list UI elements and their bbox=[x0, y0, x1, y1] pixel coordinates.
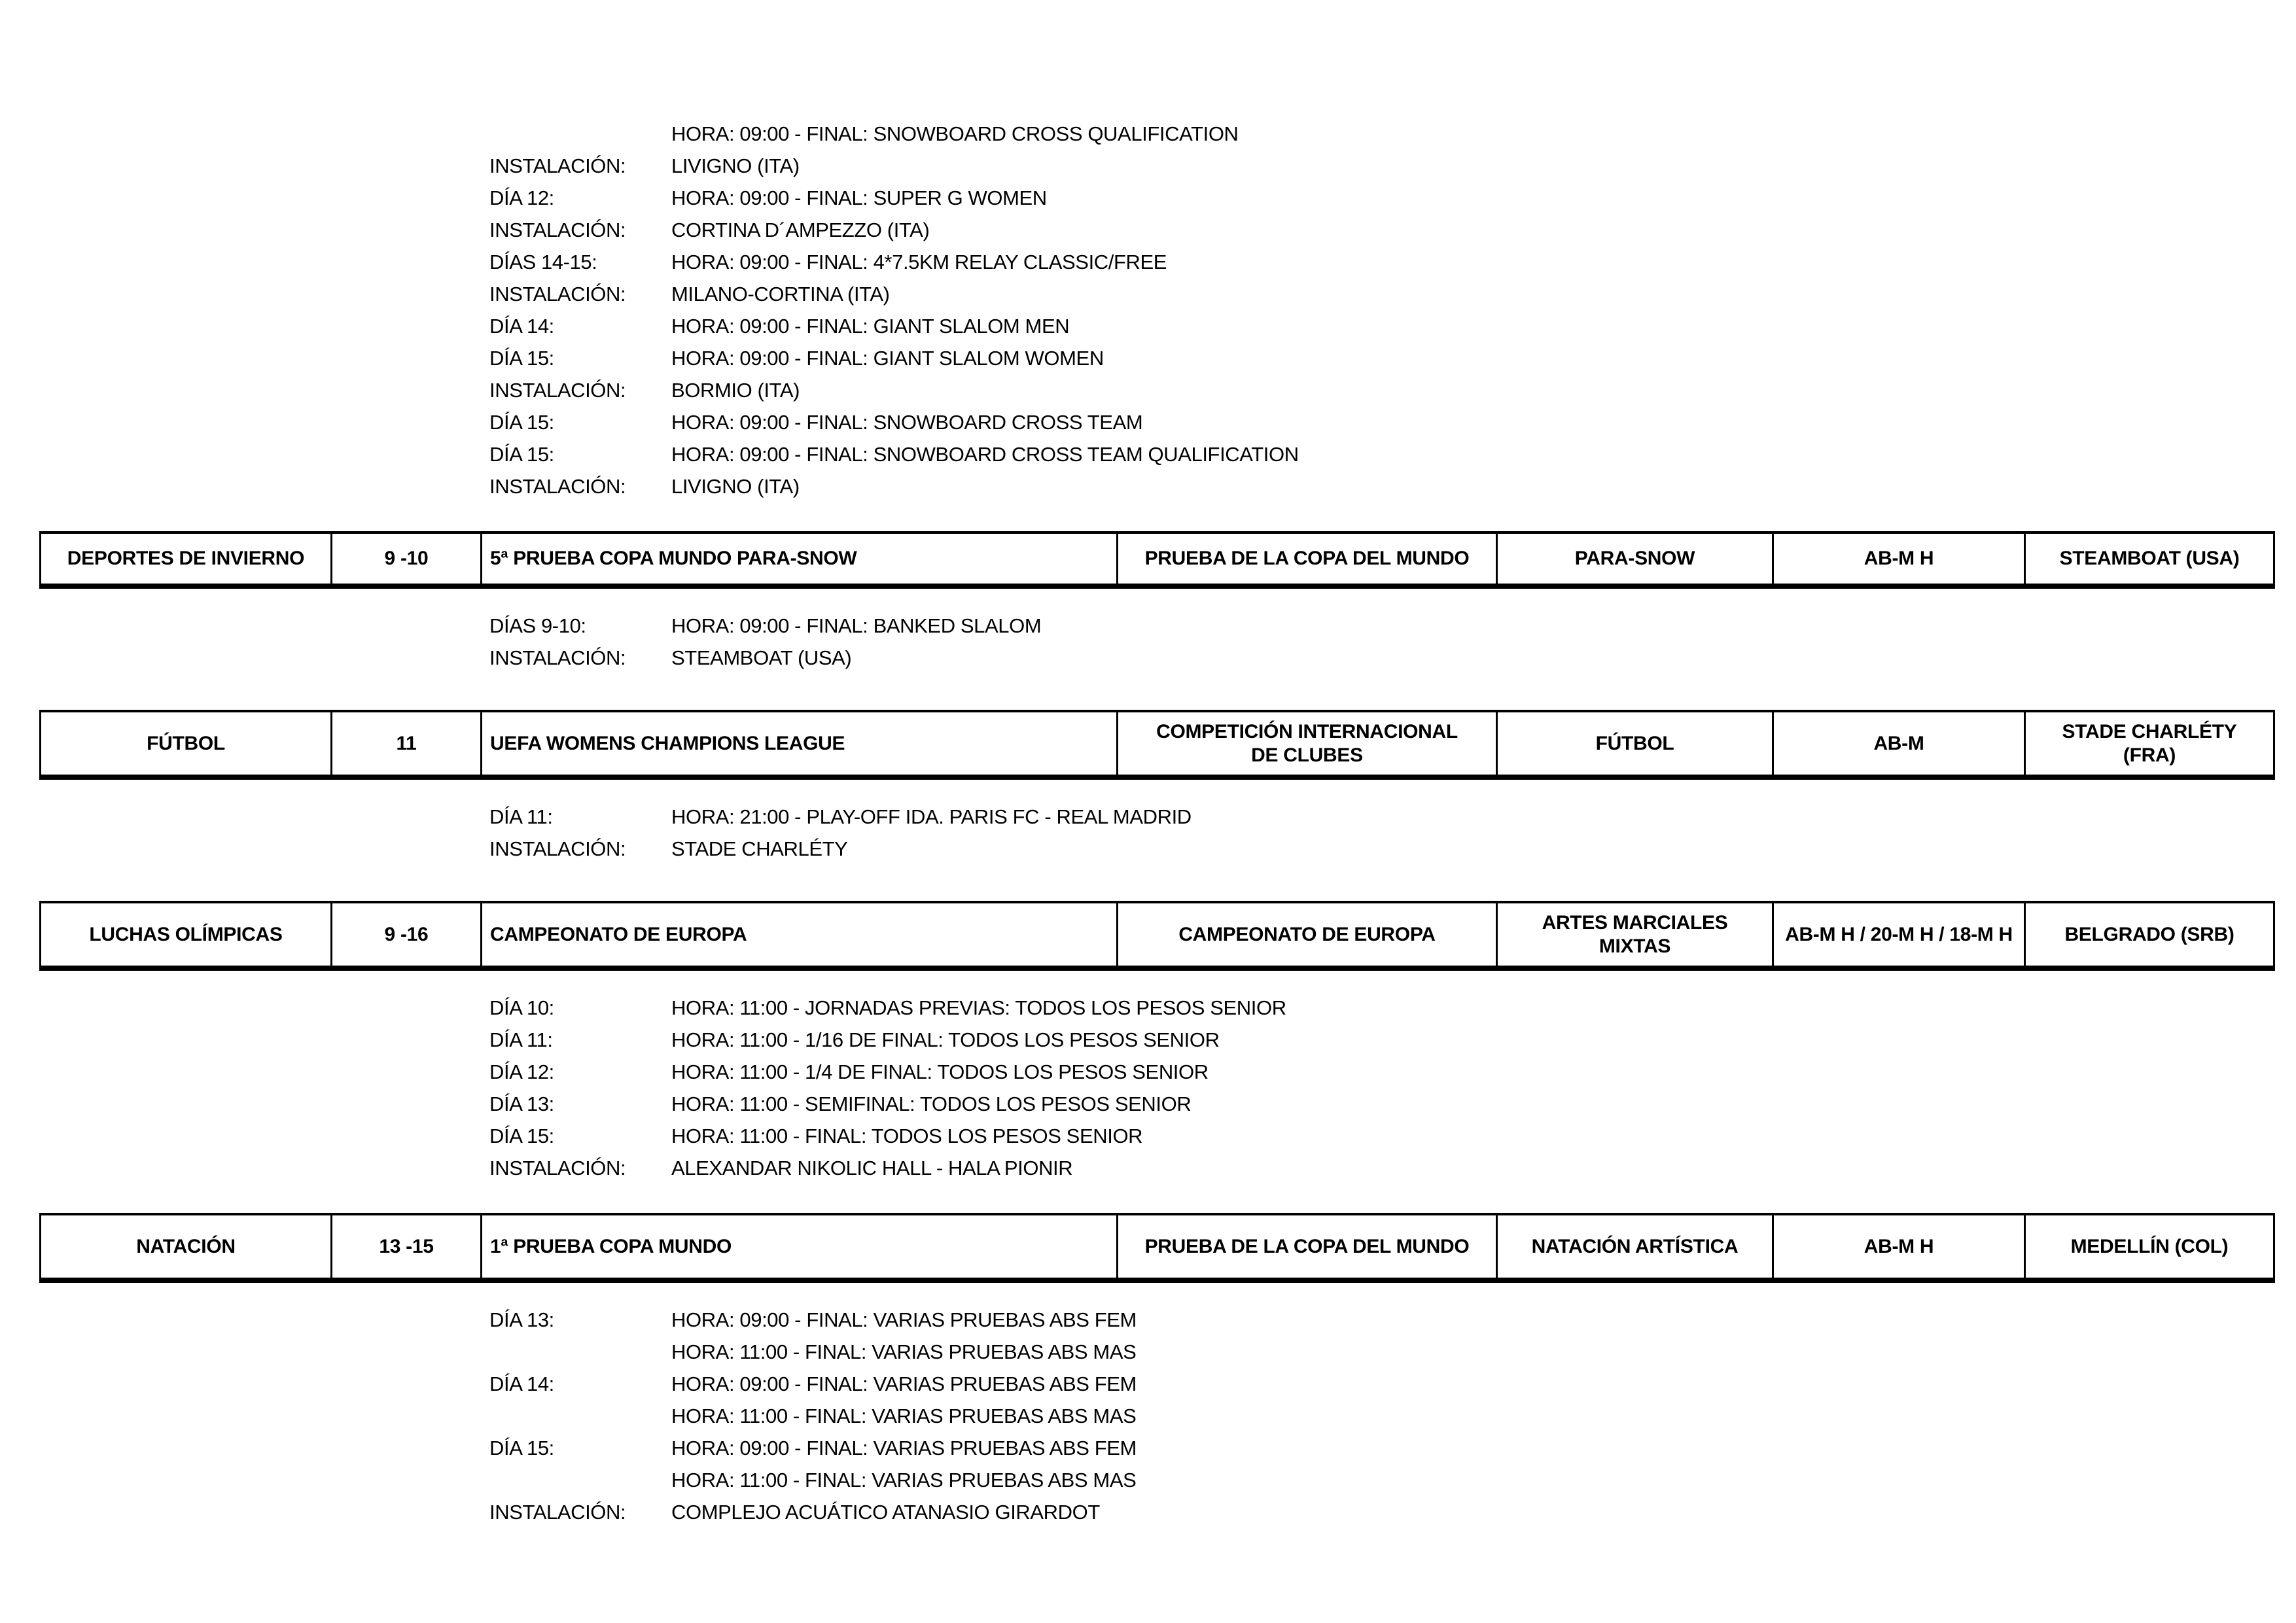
detail-line bbox=[489, 1120, 2296, 1152]
detail-label: DÍAS 14-15: bbox=[489, 251, 597, 273]
category-cell: AB-M bbox=[1772, 710, 2026, 780]
detail-label: INSTALACIÓN: bbox=[489, 283, 626, 305]
detail-value: HORA: 09:00 - FINAL: VARIAS PRUEBAS ABS FEM bbox=[671, 1437, 1137, 1459]
detail-line bbox=[489, 150, 2296, 182]
venue-cell: STADE CHARLÉTY (FRA) bbox=[2024, 710, 2275, 780]
detail-value: MILANO-CORTINA (ITA) bbox=[671, 283, 890, 305]
table-row-deportes-invierno bbox=[39, 531, 2296, 589]
detail-label: DÍA 15: bbox=[489, 443, 554, 466]
detail-line bbox=[489, 1152, 2296, 1184]
detail-value: HORA: 09:00 - FINAL: SNOWBOARD CROSS TEAM QUALIFICATION bbox=[671, 443, 1299, 466]
detail-value: HORA: 11:00 - SEMIFINAL: TODOS LOS PESOS SENIOR bbox=[671, 1092, 1192, 1115]
event-cell: UEFA WOMENS CHAMPIONS LEAGUE bbox=[480, 710, 1118, 780]
detail-label: DÍA 15: bbox=[489, 347, 554, 370]
competition-cell: COMPETICIÓN INTERNACIONAL DE CLUBES bbox=[1116, 710, 1498, 780]
detail-value: HORA: 11:00 - FINAL: VARIAS PRUEBAS ABS MAS bbox=[671, 1340, 1137, 1363]
details-block-continuation bbox=[489, 118, 2296, 502]
sport-cell: FÚTBOL bbox=[39, 710, 332, 780]
detail-value: HORA: 21:00 - PLAY-OFF IDA. PARIS FC - REAL MADRID bbox=[671, 805, 1192, 828]
detail-label: DÍA 11: bbox=[489, 1028, 553, 1051]
detail-label: INSTALACIÓN: bbox=[489, 646, 626, 669]
detail-value: HORA: 09:00 - FINAL: SNOWBOARD CROSS QUALIFICATION bbox=[671, 122, 1239, 145]
detail-line bbox=[489, 642, 2296, 674]
detail-label: INSTALACIÓN: bbox=[489, 154, 626, 177]
competition-cell: PRUEBA DE LA COPA DEL MUNDO bbox=[1116, 531, 1498, 589]
detail-line bbox=[489, 1024, 2296, 1056]
detail-value: HORA: 09:00 - FINAL: SUPER G WOMEN bbox=[671, 186, 1047, 209]
detail-line bbox=[489, 1088, 2296, 1120]
detail-label: DÍA 14: bbox=[489, 315, 554, 338]
detail-line bbox=[489, 470, 2296, 502]
detail-value: STADE CHARLÉTY bbox=[671, 837, 848, 860]
detail-label: DÍA 12: bbox=[489, 186, 554, 209]
detail-label: DÍA 15: bbox=[489, 1437, 554, 1459]
discipline-cell: ARTES MARCIALES MIXTAS bbox=[1496, 901, 1774, 971]
detail-label: DÍAS 9-10: bbox=[489, 614, 586, 637]
details-block bbox=[489, 1304, 2296, 1528]
detail-line bbox=[489, 1336, 2296, 1368]
detail-label bbox=[489, 1336, 671, 1368]
detail-value: HORA: 11:00 - FINAL: TODOS LOS PESOS SENIOR bbox=[671, 1125, 1143, 1147]
detail-value: HORA: 11:00 - FINAL: VARIAS PRUEBAS ABS MAS bbox=[671, 1469, 1137, 1492]
detail-value: BORMIO (ITA) bbox=[671, 379, 800, 402]
discipline-cell: PARA-SNOW bbox=[1496, 531, 1774, 589]
venue-cell: STEAMBOAT (USA) bbox=[2024, 531, 2275, 589]
detail-line bbox=[489, 310, 2296, 342]
detail-line bbox=[489, 1368, 2296, 1400]
category-cell: AB-M H bbox=[1772, 531, 2026, 589]
detail-value: HORA: 11:00 - FINAL: VARIAS PRUEBAS ABS MAS bbox=[671, 1405, 1137, 1427]
sport-cell: NATACIÓN bbox=[39, 1213, 332, 1283]
venue-cell: BELGRADO (SRB) bbox=[2024, 901, 2275, 971]
discipline-cell: NATACIÓN ARTÍSTICA bbox=[1496, 1213, 1774, 1283]
detail-label: INSTALACIÓN: bbox=[489, 475, 626, 498]
dates-cell: 13 -15 bbox=[330, 1213, 482, 1283]
detail-label: DÍA 11: bbox=[489, 805, 553, 828]
detail-line bbox=[489, 342, 2296, 374]
detail-value: HORA: 09:00 - FINAL: BANKED SLALOM bbox=[671, 614, 1042, 637]
detail-value: LIVIGNO (ITA) bbox=[671, 154, 800, 177]
detail-line bbox=[489, 246, 2296, 278]
detail-value: HORA: 09:00 - FINAL: 4*7.5KM RELAY CLASSIC/FREE bbox=[671, 251, 1167, 273]
detail-value: STEAMBOAT (USA) bbox=[671, 646, 852, 669]
sport-cell: DEPORTES DE INVIERNO bbox=[39, 531, 332, 589]
competition-cell: PRUEBA DE LA COPA DEL MUNDO bbox=[1116, 1213, 1498, 1283]
detail-value: HORA: 09:00 - FINAL: VARIAS PRUEBAS ABS FEM bbox=[671, 1372, 1137, 1395]
detail-value: ALEXANDAR NIKOLIC HALL - HALA PIONIR bbox=[671, 1157, 1073, 1179]
detail-line bbox=[489, 438, 2296, 470]
detail-value: HORA: 11:00 - 1/16 DE FINAL: TODOS LOS PESOS SENIOR bbox=[671, 1028, 1220, 1051]
detail-label: DÍA 15: bbox=[489, 411, 554, 434]
detail-label: INSTALACIÓN: bbox=[489, 837, 626, 860]
detail-line bbox=[489, 610, 2296, 642]
detail-value: HORA: 09:00 - FINAL: GIANT SLALOM WOMEN bbox=[671, 347, 1104, 370]
dates-cell: 11 bbox=[330, 710, 482, 780]
details-block bbox=[489, 610, 2296, 674]
detail-value: CORTINA D´AMPEZZO (ITA) bbox=[671, 218, 930, 241]
detail-value: LIVIGNO (ITA) bbox=[671, 475, 800, 498]
detail-label: DÍA 10: bbox=[489, 996, 554, 1019]
detail-line bbox=[489, 1464, 2296, 1496]
table-row-futbol bbox=[39, 710, 2296, 780]
detail-line bbox=[489, 374, 2296, 406]
detail-label: INSTALACIÓN: bbox=[489, 218, 626, 241]
detail-label: INSTALACIÓN: bbox=[489, 1501, 626, 1524]
detail-line bbox=[489, 214, 2296, 246]
category-cell: AB-M H / 20-M H / 18-M H bbox=[1772, 901, 2026, 971]
detail-label: DÍA 13: bbox=[489, 1308, 554, 1331]
detail-line bbox=[489, 118, 2296, 150]
detail-value: HORA: 09:00 - FINAL: GIANT SLALOM MEN bbox=[671, 315, 1070, 338]
dates-cell: 9 -16 bbox=[330, 901, 482, 971]
details-block bbox=[489, 992, 2296, 1184]
detail-line bbox=[489, 1400, 2296, 1432]
table-row-luchas-olimpicas bbox=[39, 901, 2296, 971]
detail-line bbox=[489, 1056, 2296, 1088]
competition-cell: CAMPEONATO DE EUROPA bbox=[1116, 901, 1498, 971]
category-cell: AB-M H bbox=[1772, 1213, 2026, 1283]
detail-label bbox=[489, 118, 671, 150]
table-row-natacion bbox=[39, 1213, 2296, 1283]
detail-line bbox=[489, 1432, 2296, 1464]
detail-value: HORA: 11:00 - JORNADAS PREVIAS: TODOS LOS PESOS SENIOR bbox=[671, 996, 1286, 1019]
detail-line bbox=[489, 833, 2296, 865]
venue-cell: MEDELLÍN (COL) bbox=[2024, 1213, 2275, 1283]
detail-value: HORA: 09:00 - FINAL: VARIAS PRUEBAS ABS FEM bbox=[671, 1308, 1137, 1331]
detail-line bbox=[489, 992, 2296, 1024]
detail-value: HORA: 09:00 - FINAL: SNOWBOARD CROSS TEAM bbox=[671, 411, 1143, 434]
detail-line bbox=[489, 1304, 2296, 1336]
detail-label: DÍA 14: bbox=[489, 1372, 554, 1395]
details-block bbox=[489, 801, 2296, 865]
detail-line bbox=[489, 801, 2296, 833]
detail-value: HORA: 11:00 - 1/4 DE FINAL: TODOS LOS PESOS SENIOR bbox=[671, 1060, 1209, 1083]
event-cell: 1ª PRUEBA COPA MUNDO bbox=[480, 1213, 1118, 1283]
detail-label: DÍA 12: bbox=[489, 1060, 554, 1083]
detail-label: INSTALACIÓN: bbox=[489, 1157, 626, 1179]
detail-line bbox=[489, 406, 2296, 438]
detail-label: DÍA 15: bbox=[489, 1125, 554, 1147]
detail-value: COMPLEJO ACUÁTICO ATANASIO GIRARDOT bbox=[671, 1501, 1100, 1524]
event-cell: 5ª PRUEBA COPA MUNDO PARA-SNOW bbox=[480, 531, 1118, 589]
detail-label: INSTALACIÓN: bbox=[489, 379, 626, 402]
detail-label bbox=[489, 1464, 671, 1496]
sport-cell: LUCHAS OLÍMPICAS bbox=[39, 901, 332, 971]
detail-label: DÍA 13: bbox=[489, 1092, 554, 1115]
dates-cell: 9 -10 bbox=[330, 531, 482, 589]
detail-line bbox=[489, 278, 2296, 310]
discipline-cell: FÚTBOL bbox=[1496, 710, 1774, 780]
detail-line bbox=[489, 182, 2296, 214]
event-cell: CAMPEONATO DE EUROPA bbox=[480, 901, 1118, 971]
detail-label bbox=[489, 1400, 671, 1432]
detail-line bbox=[489, 1496, 2296, 1528]
